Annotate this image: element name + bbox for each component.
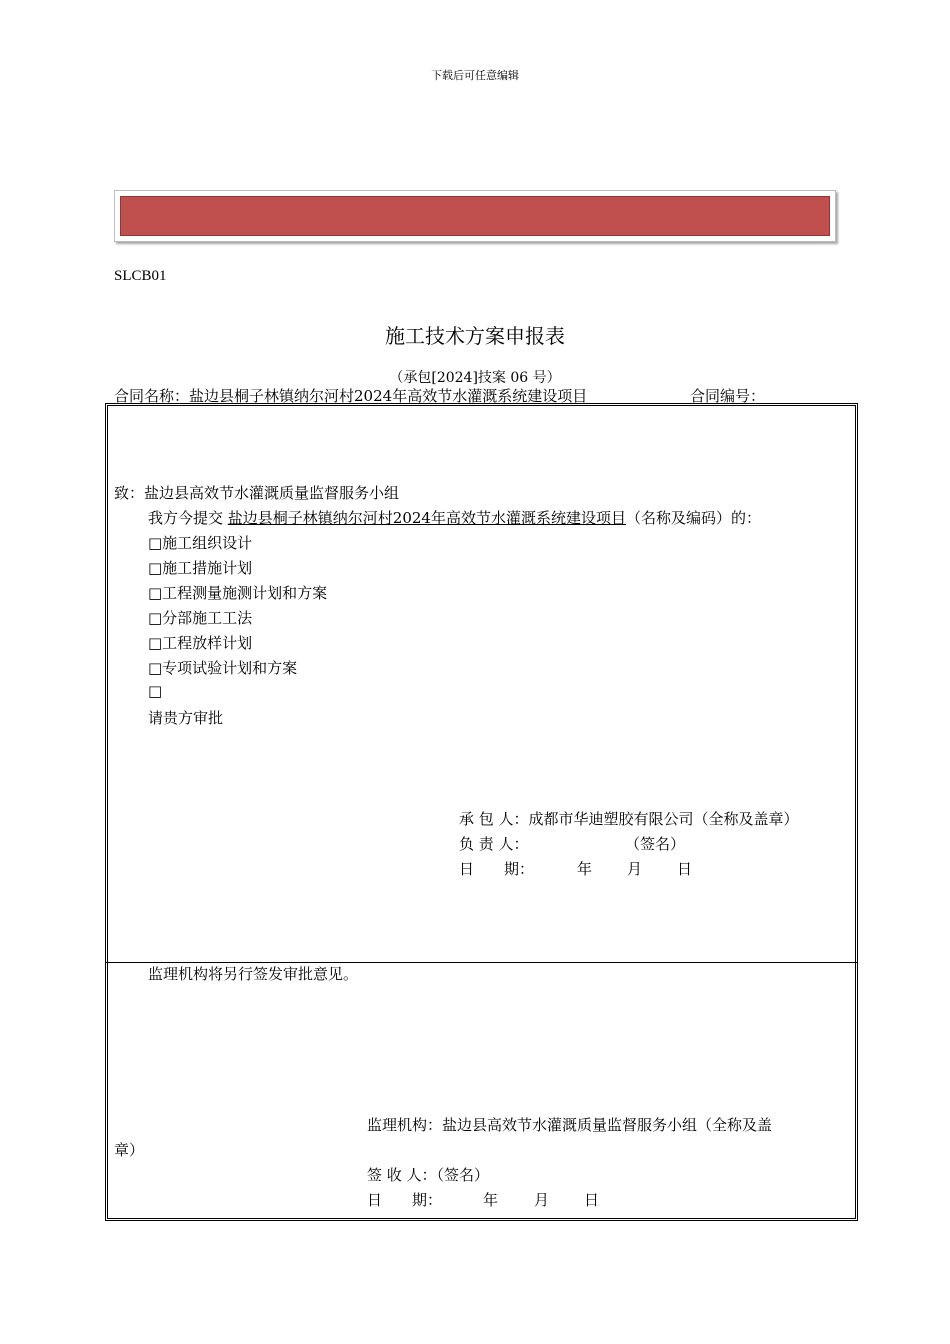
checkbox-sub-method[interactable]: □分部施工工法: [148, 609, 253, 627]
upper-date-month: 月: [627, 860, 643, 878]
upper-date-label: 日 期：: [459, 860, 535, 878]
upper-date-year: 年: [577, 860, 593, 878]
lower-date-day: 日: [584, 1191, 600, 1209]
receiver-signature: （签名）: [436, 1166, 490, 1184]
submit-project: 盐边县桐子林镇纳尔河村2024年高效节水灌溉系统建设项目: [227, 509, 626, 527]
lower-date-label: 日 期：: [367, 1191, 443, 1209]
addressee: 致：盐边县高效节水灌溉质量监督服务小组: [114, 484, 400, 502]
checkbox-layout-plan[interactable]: □工程放样计划: [148, 634, 253, 652]
banner-fill: [120, 196, 830, 236]
header-note: 下载后可任意编辑: [431, 69, 519, 82]
contractor-value: 成都市华迪塑胶有限公司（全称及盖章）: [528, 810, 799, 828]
submit-line: [148, 507, 761, 528]
agency-wrap: 章）: [114, 1141, 145, 1159]
lower-date-year: 年: [483, 1191, 499, 1209]
agency-line: [367, 1114, 772, 1135]
contract-name-value: 盐边县桐子林镇纳尔河村2024年高效节水灌溉系统建设项目: [189, 387, 588, 405]
upper-date-day: 日: [677, 860, 693, 878]
checkbox-survey-plan[interactable]: □工程测量施测计划和方案: [148, 584, 328, 602]
receiver-line: [367, 1164, 489, 1185]
submit-suffix: （名称及编码）的：: [625, 509, 761, 527]
agency-value: 盐边县高效节水灌溉质量监督服务小组（全称及盖: [442, 1116, 773, 1134]
approval-request: 请贵方审批: [148, 709, 224, 727]
page-title: 施工技术方案申报表: [385, 324, 565, 348]
supervision-note: 监理机构将另行签发审批意见。: [148, 965, 359, 983]
responsible-label: 负 责 人：: [459, 835, 529, 853]
receiver-label: 签 收 人：: [367, 1166, 437, 1184]
checkbox-test-plan[interactable]: □专项试验计划和方案: [148, 659, 298, 677]
doc-code: SLCB01: [114, 268, 167, 284]
contract-name-label: 合同名称：: [114, 387, 190, 405]
submit-prefix: 我方今提交: [148, 509, 224, 527]
contractor-line: [459, 808, 799, 829]
checkbox-construction-design[interactable]: □施工组织设计: [148, 534, 253, 552]
checkbox-construction-measures[interactable]: □施工措施计划: [148, 559, 253, 577]
agency-label: 监理机构：: [367, 1116, 443, 1134]
decorative-banner: [114, 190, 836, 242]
responsible-signature: （签名）: [625, 835, 686, 853]
checkbox-other[interactable]: □: [148, 682, 163, 700]
contractor-label: 承 包 人：: [459, 810, 529, 828]
lower-date-month: 月: [534, 1191, 550, 1209]
doc-number: （承包[2024]技案 06 号）: [389, 370, 561, 386]
contract-number-label: 合同编号：: [690, 387, 766, 405]
